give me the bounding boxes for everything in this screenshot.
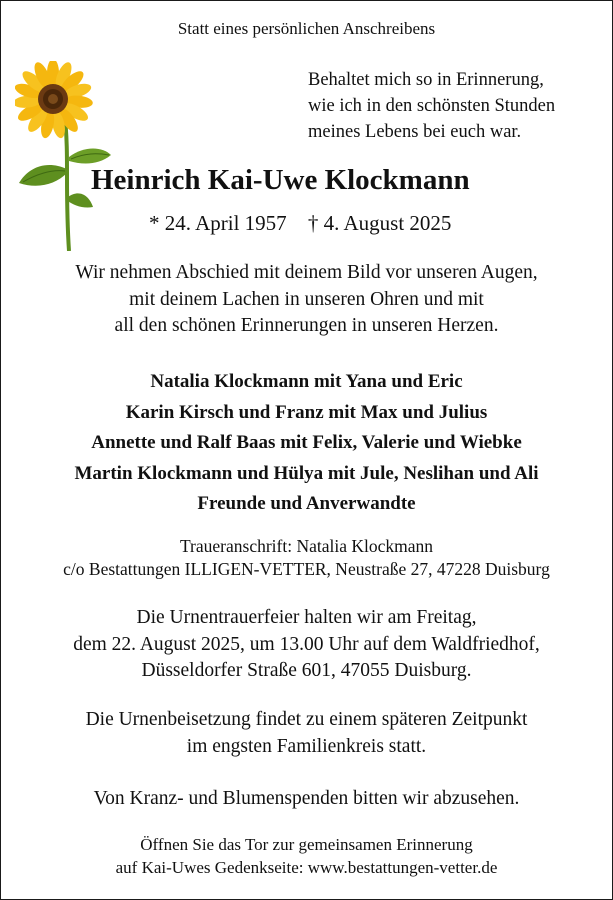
burial-info — [1, 707, 612, 760]
family-line: Annette und Ralf Baas mit Felix, Valerie und Wiebke — [91, 432, 522, 453]
mourning-line: all den schönen Erinnerungen in unseren Herzen. — [114, 315, 499, 336]
burial-line: im engsten Familienkreis statt. — [186, 735, 427, 757]
family-line: Natalia Klockmann mit Yana und Eric — [150, 371, 463, 392]
mourning-line: Wir nehmen Abschied mit deinem Bild vor unseren Augen, — [75, 262, 538, 283]
flowers-note — [1, 786, 612, 813]
mourning-address — [1, 535, 612, 581]
family-list — [1, 367, 612, 520]
family-line: Martin Klockmann und Hülya mit Jule, Neslihan und Ali — [74, 462, 539, 484]
ceremony-info — [1, 605, 612, 685]
deceased-name: Heinrich Kai-Uwe Klockmann — [91, 164, 470, 196]
birth-date: * 24. April 1957 — [149, 211, 287, 235]
life-dates — [149, 211, 451, 236]
online-memorial — [1, 833, 612, 879]
family-line: Freunde und Anverwandte — [197, 493, 416, 514]
quote-line: meines Lebens bei euch war. — [308, 122, 522, 142]
online-line: auf Kai-Uwes Gedenkseite: www.bestattungen-vetter.de — [115, 858, 498, 877]
header-line: Statt eines persönlichen Anschreibens — [177, 19, 436, 38]
ceremony-line: Düsseldorfer Straße 601, 47055 Duisburg. — [141, 660, 472, 681]
address-line: c/o Bestattungen ILLIGEN-VETTER, Neustraße 27, 47228 Duisburg — [63, 559, 550, 579]
mourning-line: mit deinem Lachen in unseren Ohren und mit — [129, 288, 484, 310]
address-line: Traueranschrift: Natalia Klockmann — [179, 536, 434, 556]
quote-line: Behaltet mich so in Erinnerung, — [308, 70, 544, 90]
family-line: Karin Kirsch und Franz mit Max und Julius — [125, 401, 488, 423]
flowers-line: Von Kranz- und Blumenspenden bitten wir abzusehen. — [93, 788, 520, 809]
quote-line: wie ich in den schönsten Stunden — [308, 96, 556, 116]
sunflower-icon — [15, 61, 125, 251]
burial-line: Die Urnenbeisetzung findet zu einem späteren Zeitpunkt — [85, 709, 528, 730]
death-date: † 4. August 2025 — [307, 211, 452, 235]
mourning-text — [1, 260, 612, 340]
online-line: Öffnen Sie das Tor zur gemeinsamen Erinnerung — [140, 835, 473, 854]
memorial-quote — [308, 67, 608, 145]
ceremony-line: Die Urnentrauerfeier halten wir am Freitag, — [136, 607, 477, 628]
ceremony-line: dem 22. August 2025, um 13.00 Uhr auf dem Waldfriedhof, — [73, 633, 540, 655]
